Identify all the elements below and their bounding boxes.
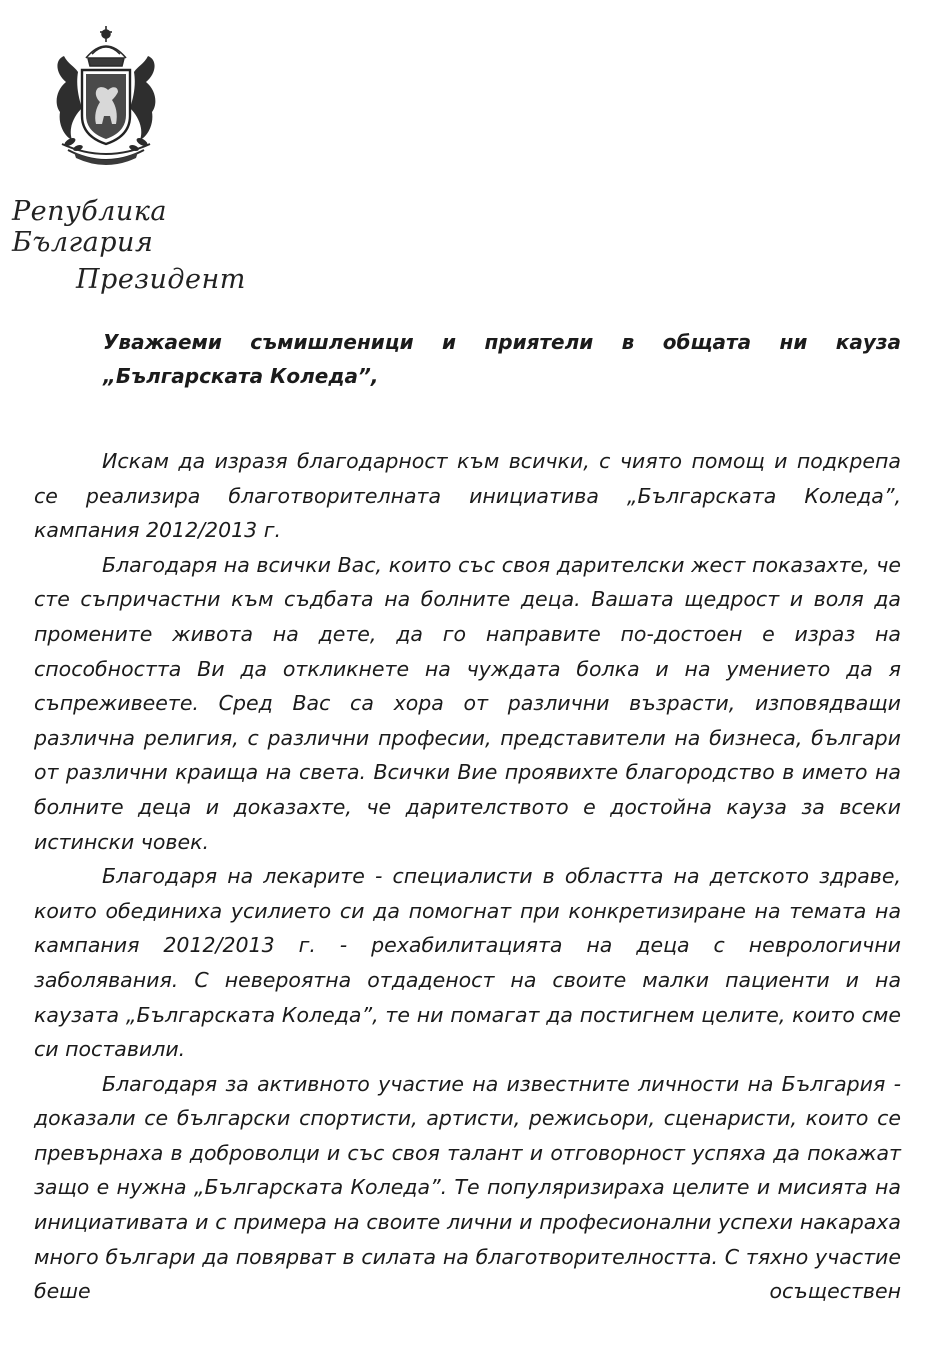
salutation-line-1: Уважаеми съмишленици и приятели в общата ни кауза <box>103 330 901 354</box>
letterhead-title <box>12 196 302 295</box>
paragraph-2: Благодаря на всички Вас, които със своя дарителски жест показахте, че сте съпричастни към съдбата на болните деца. Вашата щедрост и воля да промените живота на дете, да го направите по-достоен е израз на способността Ви да откликнете на чуждата болка и на умението да я съпреживеете. Сред Вас са хора от различни възрасти, изповядващи различна религия, с различни професии, представители на бизнеса, българи от различни краища на света. Всички Вие проявихте благородство в името на болните деца и доказахте, че дарителството е достойна кауза за всеки истински човек. <box>34 552 901 854</box>
paragraph-1: Искам да изразя благодарност към всички, с чиято помощ и подкрепа се реализира благотворителната инициатива „Българската Коледа”, кампания 2012/2013 г. <box>34 449 901 543</box>
bulgarian-coat-of-arms-icon <box>48 24 164 172</box>
salutation <box>103 325 901 393</box>
letterhead-line-president: Президент <box>76 264 246 295</box>
letterhead-line-republic: Република България <box>12 196 167 258</box>
letter-body <box>34 444 901 1309</box>
paragraph-3: Благодаря на лекарите - специалисти в областта на детското здраве, които обединиха усилието си да помогнат при конкретизиране на темата на кампания 2012/2013 г. - рехабилитацията на деца с неврологични заболявания. С невероятна отдаденост на своите малки пациенти и на каузата „Българската Коледа”, те ни помагат да постигнем целите, които сме си поставили. <box>34 864 901 1062</box>
paragraph-4: Благодаря за активното участие на известните личности на България - доказали се български спортисти, артисти, режисьори, сценаристи, които се превърнаха в доброволци и със своя талант и отговорност успяха да покажат защо е нужна „Българската Коледа”. Те популяризираха целите и мисията на инициативата и с примера на своите лични и професионални успехи накараха много българи да повярват в силата на благотворителността. С тяхно участие беше осъществен <box>34 1071 901 1304</box>
salutation-line-2: „Българската Коледа”, <box>103 364 379 388</box>
